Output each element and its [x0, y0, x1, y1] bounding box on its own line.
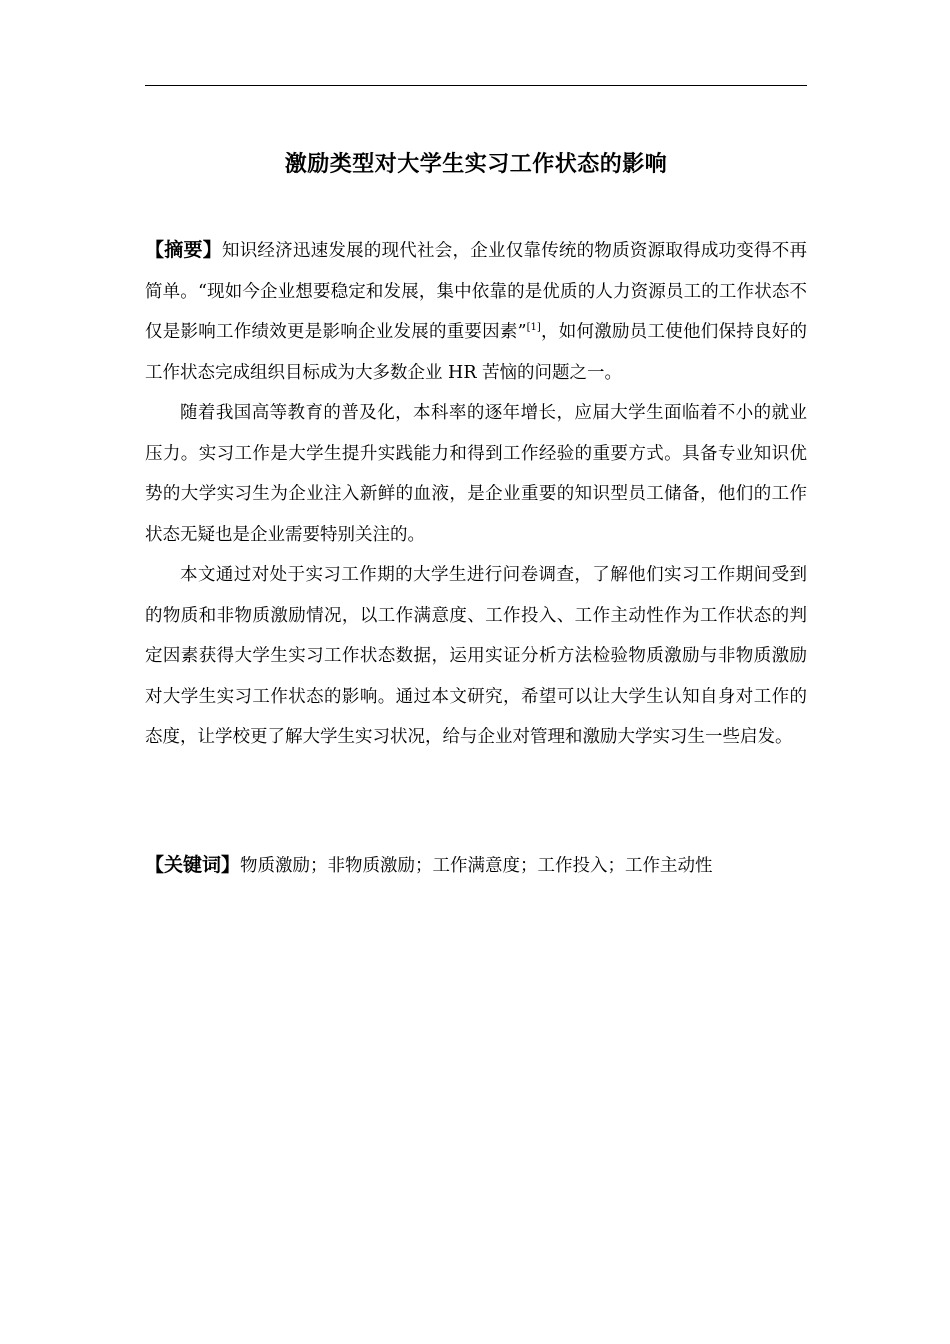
abstract-label: 【摘要】	[145, 239, 222, 261]
header-rule	[145, 85, 807, 86]
abstract-paragraph-2: 随着我国高等教育的普及化，本科率的逐年增长，应届大学生面临着不小的就业压力。实习工作是大学生提升实践能力和得到工作经验的重要方式。具备专业知识优势的大学实习生为企业注入新鲜的血液，是企业重要的知识型员工储备，他们的工作状态无疑也是企业需要特别关注的。	[145, 403, 807, 545]
citation-marker: [1]	[526, 322, 541, 333]
abstract-text-1: 知识经济迅速发展的现代社会，企业仅靠传统的物质资源取得成功变得不再简单。“现如今企业想要稳定和发展，集中依靠的是优质的人力资源员工的工作状态不仅是影响工作绩效更是影响企业发展的重要因素”	[145, 241, 807, 342]
keywords-label: 【关键词】	[145, 854, 241, 876]
abstract-paragraph-3: 本文通过对处于实习工作期的大学生进行问卷调查，了解他们实习工作期间受到的物质和非物质激励情况，以工作满意度、工作投入、工作主动性作为工作状态的判定因素获得大学生实习工作状态数据，运用实证分析方法检验物质激励与非物质激励对大学生实习工作状态的影响。通过本文研究，希望可以让大学生认知自身对工作的态度，让学校更了解大学生实习状况，给与企业对管理和激励大学实习生一些启发。	[145, 565, 807, 747]
keywords-text: 物质激励；非物质激励；工作满意度；工作投入；工作主动性	[240, 856, 713, 876]
keywords-section	[145, 845, 807, 886]
abstract-paragraph-1	[145, 230, 807, 393]
document-title: 激励类型对大学生实习工作状态的影响	[284, 152, 668, 177]
abstract-text-1-tail: ，如何激励员工使他们保持良好的工作状态完成组织目标成为大多数企业 HR 苦恼的问题之一。	[145, 322, 807, 383]
abstract-section	[145, 230, 807, 758]
